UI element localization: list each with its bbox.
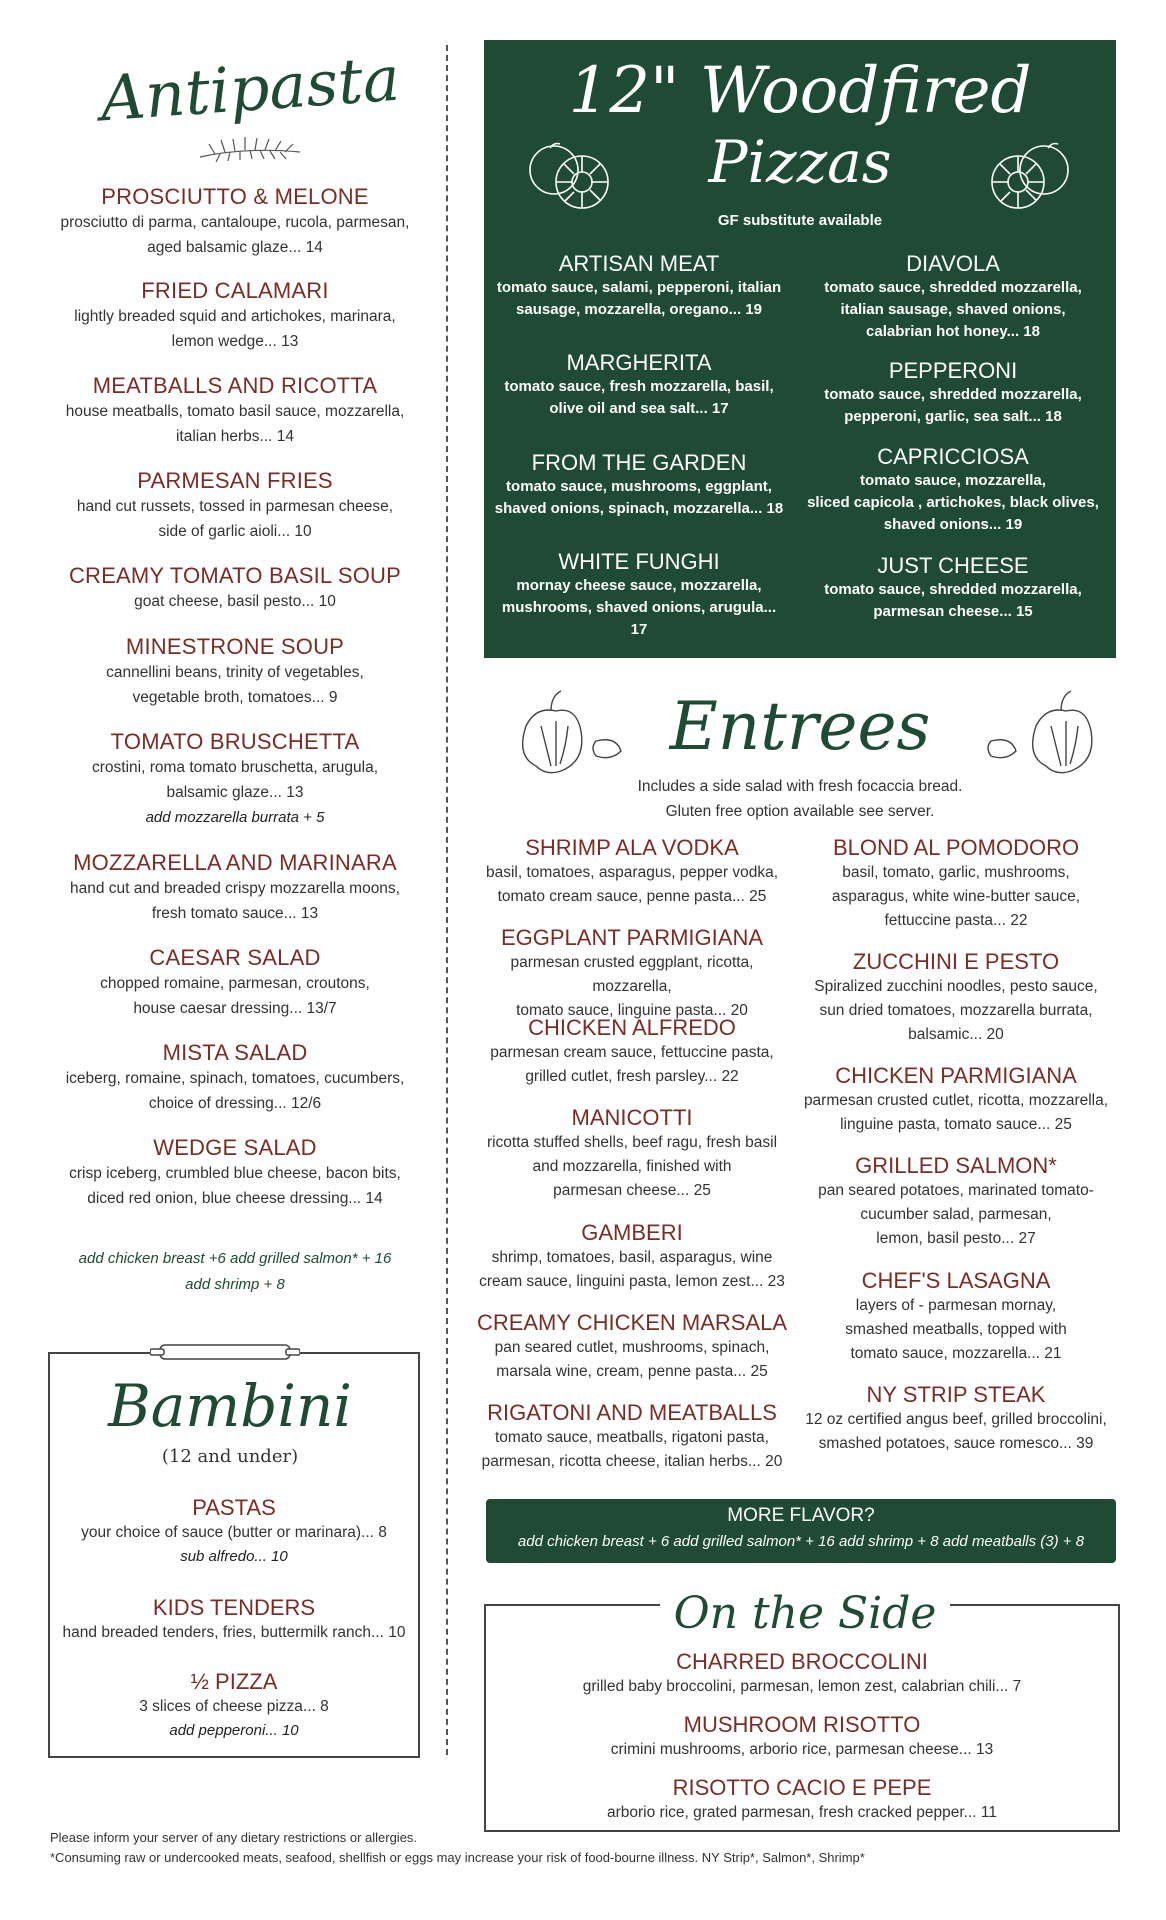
item-name: CREAMY CHICKEN MARSALA <box>476 1310 788 1335</box>
entree-item <box>472 1014 792 1089</box>
item-desc: crimini mushrooms, arborio rice, parmesan cheese... 13 <box>610 1741 994 1758</box>
entrees-note: Gluten free option available see server. <box>665 803 935 820</box>
item-desc: linguine pasta, tomato sauce... 25 <box>840 1116 1072 1133</box>
item-desc: hand cut russets, tossed in parmesan cheese, <box>76 498 394 515</box>
item-name: PEPPERONI <box>888 358 1018 383</box>
item-desc: parmesan cheese... 25 <box>553 1182 711 1199</box>
item-desc: chopped romaine, parmesan, croutons, <box>100 975 370 992</box>
item-desc: lightly breaded squid and artichokes, marinara, <box>74 308 396 325</box>
rosemary-icon <box>195 112 305 168</box>
item-desc: olive oil and sea salt... 17 <box>549 400 729 417</box>
item-desc: crisp iceberg, crumbled blue cheese, bacon bits, <box>69 1165 401 1182</box>
item-name: MISTA SALAD <box>162 1040 308 1065</box>
antipasta-item <box>40 634 430 710</box>
footer-allergy-note: Please inform your server of any dietary restrictions or allergies. <box>50 1830 418 1845</box>
item-desc: lemon, basil pesto... 27 <box>876 1230 1036 1247</box>
tomato-icon <box>524 130 614 220</box>
entrees-title: Entrees <box>669 688 931 765</box>
item-desc: pepperoni, garlic, sea salt... 18 <box>844 408 1062 425</box>
item-desc: smashed potatoes, sauce romesco... 39 <box>818 1435 1094 1452</box>
entree-item <box>796 948 1116 1047</box>
antipasta-item <box>40 1040 430 1116</box>
entree-item <box>472 1309 792 1384</box>
item-desc: fresh tomato sauce... 13 <box>151 905 319 922</box>
item-desc: tomato sauce, mozzarella... 21 <box>850 1345 1062 1362</box>
item-desc: cannellini beans, trinity of vegetables, <box>106 664 364 681</box>
item-addon: add pepperoni... 10 <box>169 1722 299 1739</box>
item-desc: tomato sauce, meatballs, rigatoni pasta, <box>495 1429 769 1446</box>
rolling-pin-icon <box>150 1341 300 1363</box>
item-name: RISOTTO CACIO E PEPE <box>672 1775 932 1800</box>
sides-title: On the Side <box>660 1588 950 1639</box>
item-desc: pan seared potatoes, marinated tomato- <box>818 1182 1094 1199</box>
item-desc: house meatballs, tomato basil sauce, mozzarella, <box>65 403 405 420</box>
item-name: CAPRICCIOSA <box>877 444 1029 469</box>
item-name: CHEF'S LASAGNA <box>861 1268 1051 1293</box>
item-name: ARTISAN MEAT <box>558 251 720 276</box>
footer-consumption-warning: *Consuming raw or undercooked meats, seafood, shellfish or eggs may increase your risk of food-bourne illness. NY Strip*, Salmon*, Shrimp* <box>50 1850 865 1865</box>
more-flavor-bar <box>486 1499 1116 1563</box>
item-desc: shrimp, tomatoes, basil, asparagus, wine <box>491 1249 773 1266</box>
item-name: CHARRED BROCCOLINI <box>676 1649 928 1674</box>
column-divider <box>446 45 448 1755</box>
bambini-item <box>48 1594 420 1645</box>
bambini-subtitle: (12 and under) <box>161 1446 299 1467</box>
antipasta-item <box>40 729 430 830</box>
item-desc: lemon wedge... 13 <box>171 333 299 350</box>
item-name: MANICOTTI <box>571 1105 693 1130</box>
item-addon: sub alfredo... 10 <box>180 1548 288 1565</box>
item-desc: italian herbs... 14 <box>175 428 295 445</box>
item-name: MINESTRONE SOUP <box>125 634 345 659</box>
item-name: NY STRIP STEAK <box>866 1382 1046 1407</box>
item-desc: your choice of sauce (butter or marinara)... 8 <box>81 1524 387 1541</box>
item-desc: iceberg, romaine, spinach, tomatoes, cucumbers, <box>65 1070 405 1087</box>
antipasta-title: Antipasta <box>97 41 403 136</box>
item-name: CHICKEN PARMIGIANA <box>835 1063 1077 1088</box>
item-name: DIAVOLA <box>906 251 1000 276</box>
more-flavor-line: add chicken breast + 6 add grilled salmon* + 16 add shrimp + 8 add meatballs (3) + 8 <box>517 1533 1085 1550</box>
item-name: KIDS TENDERS <box>152 1595 316 1620</box>
entree-item <box>472 834 792 909</box>
garlic-icon <box>986 686 1106 786</box>
item-name: FROM THE GARDEN <box>531 450 747 475</box>
item-desc: cucumber salad, parmesan, <box>860 1206 1052 1223</box>
item-desc: and mozzarella, finished with <box>532 1158 732 1175</box>
item-desc: basil, tomatoes, asparagus, pepper vodka, <box>485 864 779 881</box>
item-name: EGGPLANT PARMIGIANA <box>500 925 764 950</box>
item-desc: pan seared cutlet, mushrooms, spinach, <box>494 1339 770 1356</box>
item-name: RIGATONI AND MEATBALLS <box>487 1400 777 1425</box>
pizza-item <box>808 552 1098 623</box>
item-desc: diced red onion, blue cheese dressing... 14 <box>87 1190 383 1207</box>
pizza-title-line1: 12" Woodfired <box>568 54 1032 128</box>
pizza-item <box>494 548 784 641</box>
item-desc: shaved onions, spinach, mozzarella... 18 <box>494 500 784 517</box>
pizza-item <box>494 449 784 520</box>
item-name: CAESAR SALAD <box>149 945 321 970</box>
item-desc: balsamic glaze... 13 <box>166 784 304 801</box>
item-desc: layers of - parmesan mornay, <box>855 1297 1057 1314</box>
item-desc: arborio rice, grated parmesan, fresh cracked pepper... 11 <box>606 1804 997 1821</box>
pizza-title-line2: Pizzas <box>708 128 892 196</box>
item-desc: balsamic... 20 <box>908 1026 1004 1043</box>
item-name: FRIED CALAMARI <box>141 278 329 303</box>
item-desc: tomato sauce, linguine pasta... 20 <box>516 1002 748 1019</box>
item-name: CREAMY TOMATO BASIL SOUP <box>68 563 402 588</box>
item-name: BLOND AL POMODORO <box>832 835 1080 860</box>
item-name: GAMBERI <box>581 1220 683 1245</box>
item-desc: asparagus, white wine-butter sauce, <box>831 888 1081 905</box>
item-desc: parmesan cream sauce, fettuccine pasta, <box>490 1044 774 1061</box>
pizza-panel <box>484 40 1116 658</box>
item-desc: grilled cutlet, fresh parsley... 22 <box>525 1068 739 1085</box>
item-name: WHITE FUNGHI <box>558 549 720 574</box>
garlic-icon <box>506 686 626 786</box>
item-desc: vegetable broth, tomatoes... 9 <box>132 689 338 706</box>
entree-item <box>472 924 792 1023</box>
addon-line: add shrimp + 8 <box>185 1276 285 1293</box>
item-desc: sliced capicola , artichokes, black olives, <box>807 494 1099 511</box>
antipasta-item <box>40 850 430 926</box>
addon-line: add chicken breast +6 add grilled salmon* + 16 <box>78 1250 392 1267</box>
item-desc: hand breaded tenders, fries, buttermilk ranch... 10 <box>62 1624 406 1641</box>
item-desc: side of garlic aioli... 10 <box>158 523 312 540</box>
item-name: MUSHROOM RISOTTO <box>683 1712 921 1737</box>
item-name: WEDGE SALAD <box>153 1135 317 1160</box>
item-name: TOMATO BRUSCHETTA <box>110 729 360 754</box>
item-desc: 12 oz certified angus beef, grilled broccolini, <box>805 1411 1107 1428</box>
item-desc: shaved onions... 19 <box>883 516 1023 533</box>
item-desc: crostini, roma tomato bruschetta, arugula, <box>91 759 379 776</box>
item-desc: tomato sauce, shredded mozzarella, <box>824 581 1082 598</box>
side-item <box>484 1648 1120 1699</box>
entree-item <box>796 1381 1116 1456</box>
item-name: PASTAS <box>192 1495 276 1520</box>
entree-item <box>796 1152 1116 1251</box>
entree-item <box>472 1219 792 1294</box>
item-desc: marsala wine, cream, penne pasta... 25 <box>496 1363 768 1380</box>
item-name: MARGHERITA <box>566 350 712 375</box>
item-name: MOZZARELLA AND MARINARA <box>73 850 397 875</box>
item-desc: tomato sauce, mozzarella, <box>860 472 1046 489</box>
antipasta-item <box>40 563 430 614</box>
item-desc: choice of dressing... 12/6 <box>148 1095 322 1112</box>
entrees-notes <box>484 774 1116 824</box>
footer <box>50 1828 1130 1868</box>
bambini-item <box>48 1494 420 1569</box>
antipasta-item <box>40 184 430 260</box>
item-desc: hand cut and breaded crispy mozzarella moons, <box>70 880 400 897</box>
item-addon: add mozzarella burrata + 5 <box>145 809 325 826</box>
entree-item <box>796 834 1116 933</box>
item-desc: parmesan cheese... 15 <box>873 603 1033 620</box>
item-name: MEATBALLS AND RICOTTA <box>92 373 378 398</box>
bambini-item <box>48 1668 420 1743</box>
item-desc: tomato sauce, fresh mozzarella, basil, <box>504 378 774 395</box>
bambini-title: Bambini <box>108 1372 352 1440</box>
antipasta-addons <box>40 1246 430 1298</box>
more-flavor-title: MORE FLAVOR? <box>727 1505 875 1526</box>
item-desc: ricotta stuffed shells, beef ragu, fresh basil <box>486 1134 778 1151</box>
item-name: PARMESAN FRIES <box>137 468 333 493</box>
item-desc: tomato sauce, mushrooms, eggplant, <box>506 478 772 495</box>
tomato-icon <box>986 130 1076 220</box>
antipasta-item <box>40 278 430 354</box>
entree-item <box>472 1104 792 1203</box>
pizza-item <box>808 250 1098 343</box>
item-desc: parmesan, ricotta cheese, italian herbs... 20 <box>481 1453 783 1470</box>
antipasta-item <box>40 945 430 1021</box>
item-name: ZUCCHINI E PESTO <box>852 949 1060 974</box>
item-desc: tomato sauce, shredded mozzarella, <box>824 279 1082 296</box>
item-desc: 3 slices of cheese pizza... 8 <box>139 1698 329 1715</box>
item-desc: mushrooms, shaved onions, arugula... 17 <box>501 599 777 638</box>
item-name: CHICKEN ALFREDO <box>528 1015 736 1040</box>
item-desc: grilled baby broccolini, parmesan, lemon zest, calabrian chili... 7 <box>582 1678 1022 1695</box>
item-desc: tomato sauce, shredded mozzarella, <box>824 386 1082 403</box>
item-desc: goat cheese, basil pesto... 10 <box>134 593 336 610</box>
item-desc: fettuccine pasta... 22 <box>884 912 1028 929</box>
item-desc: calabrian hot honey... 18 <box>866 323 1040 340</box>
pizza-item <box>494 250 784 321</box>
pizza-item <box>794 443 1112 536</box>
item-desc: smashed meatballs, topped with <box>845 1321 1067 1338</box>
entree-item <box>796 1267 1116 1366</box>
item-desc: sausage, mozzarella, oregano... 19 <box>516 301 762 318</box>
entree-item <box>796 1062 1116 1137</box>
item-desc: aged balsamic glaze... 14 <box>147 239 323 256</box>
item-desc: cream sauce, linguini pasta, lemon zest... 23 <box>479 1273 785 1290</box>
entrees-note: Includes a side salad with fresh focaccia bread. <box>637 778 963 795</box>
item-name: JUST CHEESE <box>877 553 1029 578</box>
side-item <box>484 1774 1120 1825</box>
antipasta-item <box>40 468 430 544</box>
side-item <box>484 1711 1120 1762</box>
entree-item <box>472 1399 792 1474</box>
item-name: PROSCIUTTO & MELONE <box>101 184 369 209</box>
antipasta-item <box>40 373 430 449</box>
antipasta-item <box>40 1135 430 1211</box>
item-desc: parmesan crusted eggplant, ricotta, mozzarella, <box>510 954 754 995</box>
item-desc: basil, tomato, garlic, mushrooms, <box>842 864 1070 881</box>
item-desc: tomato sauce, salami, pepperoni, italian <box>496 279 782 296</box>
item-desc: parmesan crusted cutlet, ricotta, mozzarella, <box>803 1092 1109 1109</box>
item-desc: tomato cream sauce, penne pasta... 25 <box>497 888 767 905</box>
item-desc: house caesar dressing... 13/7 <box>133 1000 337 1017</box>
item-desc: prosciutto di parma, cantaloupe, rucola, parmesan, <box>60 214 410 231</box>
gf-note: GF substitute available <box>717 212 883 229</box>
item-desc: italian sausage, shaved onions, <box>840 301 1066 318</box>
item-name: ½ PIZZA <box>190 1669 278 1694</box>
pizza-item <box>494 349 784 420</box>
item-name: GRILLED SALMON* <box>855 1153 1057 1178</box>
item-desc: sun dried tomatoes, mozzarella burrata, <box>819 1002 1093 1019</box>
item-desc: Spiralized zucchini noodles, pesto sauce, <box>814 978 1098 995</box>
item-desc: mornay cheese sauce, mozzarella, <box>516 577 762 594</box>
pizza-item <box>808 357 1098 428</box>
item-name: SHRIMP ALA VODKA <box>525 835 739 860</box>
